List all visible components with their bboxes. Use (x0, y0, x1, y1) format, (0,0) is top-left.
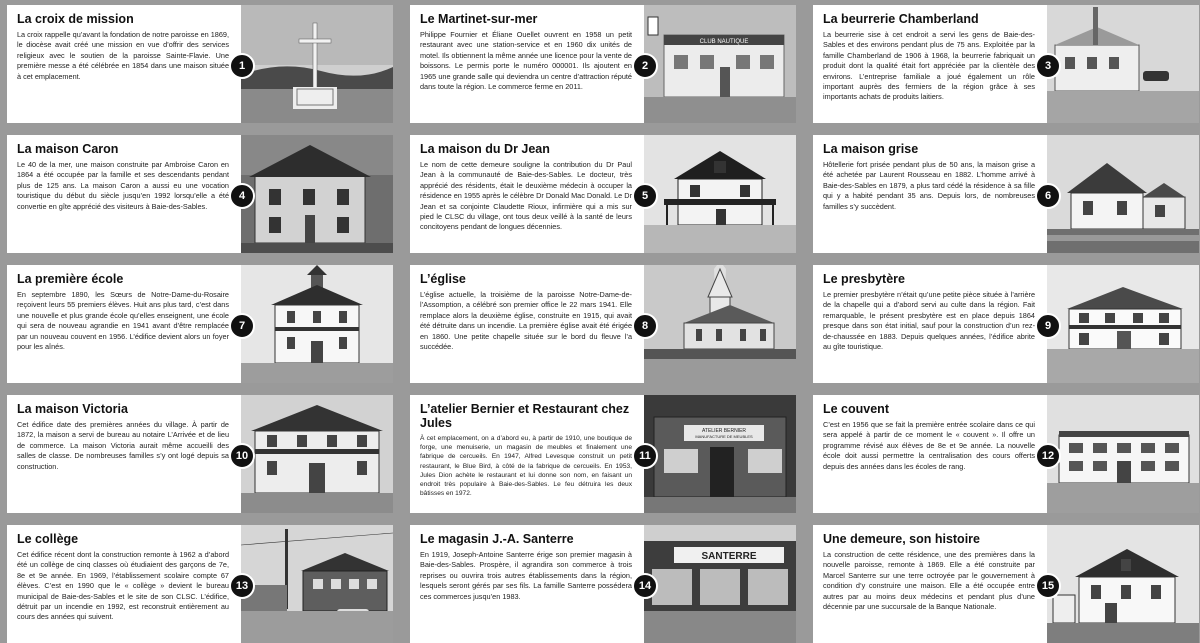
card-title: Le couvent (823, 402, 889, 416)
card-number-badge: 6 (1035, 183, 1061, 209)
magasin-santerre-photo (644, 525, 796, 643)
card-text: Cet édifice récent dont la construction remonte à 1962 a d’abord été un collège de cinq classes où étudiaient des garçons de 7e, 8e et 9e année. En 1969, l’établissement scolaire compte 67 élèves. C’est en 1990 que le « collège » devient le bureau municipal de Baie-des-Sables et le site de son CLSC. L’édifice, détruit par un incendie en 1992, est reconstruit entièrement au cours des années qui suivent. (17, 550, 229, 622)
card-text: Philippe Fournier et Éliane Ouellet ouvrent en 1958 un petit restaurant avec une station-service et en 1960 dix unités de motel. Ils obtiennent la même année une licence pour la vente de boissons. Le permis porte le numéro 000001. Ils ajoutent en 1965 une grande salle qui deviendra un centre d’attraction réputé dans toute la région. Le commerce ferme en 2011. (420, 30, 632, 92)
card-number-badge: 13 (229, 573, 255, 599)
card-beurrerie-chamberland (813, 5, 1199, 123)
card-text: En septembre 1890, les Sœurs de Notre-Dame-du-Rosaire reçoivent leurs 55 premiers élèves. Huit ans plus tard, c’est dans une nouvelle et plus grande école qu’elles enseignent, une école qui sera de nouveau agrandie en 1941 avant d’être remplacée par un nouveau couvent en 1956. L’édifice devient alors un foyer pour les aînés. (17, 290, 229, 352)
card-number-badge: 9 (1035, 313, 1061, 339)
card-number-badge: 4 (229, 183, 255, 209)
card-text: Cet édifice date des premières années du village. À partir de 1872, la maison a servi de bureau au notaire L’Arrivée et de lieu de commerce. La maison Victoria aurait même accueilli des salles de classe. De nombreuses familles s’y ont logé depuis sa construction. (17, 420, 229, 471)
card-number-badge: 12 (1035, 443, 1061, 469)
card-text: C’est en 1956 que se fait la première entrée scolaire dans ce qui sera appelé à partir de ce moment le « couvent ». Il offre un programme révisé aux élèves de 8e et 9e année. La nouvelle école doit aussi permettre la centralisation des cours offerts depuis des années dans les écoles de rang. (823, 420, 1035, 471)
card-title: Le magasin J.-A. Santerre (420, 532, 574, 546)
beurrerie-photo (1047, 5, 1199, 123)
card-title: L’atelier Bernier et Restaurant chez Jules (420, 402, 630, 430)
card-text: La construction de cette résidence, une des premières dans la nouvelle paroisse, remonte à 1869. Elle a été construite par Marcel Santerre sur une terre octroyée par le gouvernement à condition d’y construire une maison. Elle a été occupée entre autres par au moins deux médecins et pendant plus d’une décennie par une succursale de la Banque Nationale. (823, 550, 1035, 612)
mission-cross-photo (241, 5, 393, 123)
card-title: La première école (17, 272, 124, 286)
card-presbytere (813, 265, 1199, 383)
card-title: La croix de mission (17, 12, 134, 26)
card-text: La croix rappelle qu’avant la fondation de notre paroisse en 1869, le diocèse avait créé une mission en vue d’offrir des services religieux avec le soutien de la paroisse Sainte-Flavie. Une première messe a été célébrée en 1854 dans une maison située à cet emplacement. (17, 30, 229, 81)
card-text: En 1919, Joseph-Antoine Santerre érige son premier magasin à Baie-des-Sables. Prospère, il agrandira son commerce à trois reprises ou ouvrira trois autres établissements dans la région, lesquels seront gérés par ses fils. La famille Santerre possédera ces commerces jusqu’en 1983. (420, 550, 632, 601)
atelier-bernier-photo (644, 395, 796, 513)
eglise-photo (644, 265, 796, 383)
card-text: À cet emplacement, on a d’abord eu, à partir de 1910, une boutique de forge, une menuiserie, un magasin de meubles et finalement une fabrique de cercueils. En 1947, Alfred Levesque construit un petit restaurant, le Blue Bird, à côté de la fabrique de cercueils. En 1953, Jules Dion achète le restaurant et lui donne son nom, en faisant un endroit très populaire à Baie-des-Sables. Le feu détruira les deux bâtisses en 1972. (420, 435, 632, 498)
card-number-badge: 1 (229, 53, 255, 79)
martinet-restaurant-photo (644, 5, 796, 123)
card-title: La beurrerie Chamberland (823, 12, 979, 26)
card-number-badge: 15 (1035, 573, 1061, 599)
card-title: Le presbytère (823, 272, 905, 286)
card-number-badge: 10 (229, 443, 255, 469)
card-title: Le Martinet-sur-mer (420, 12, 538, 26)
card-college (7, 525, 393, 643)
maison-grise-photo (1047, 135, 1199, 253)
card-text: La beurrerie sise à cet endroit a servi les gens de Baie-des-Sables et des environs pendant plus de 75 ans. Exploitée par la famille Chamberland de 1906 à 1968, la beurrerie fabriquait un produit dont la qualité était fort appréciée par la clientèle des environs. L’entreprise familiale a joué également un rôle important auprès des fermiers de la région grâce à ses importants achats de produits laitiers. (823, 30, 1035, 102)
card-maison-victoria (7, 395, 393, 513)
martinet-sign-text: CLUB NAUTIQUE (699, 39, 749, 45)
card-number-badge: 8 (632, 313, 658, 339)
maison-dr-jean-photo (644, 135, 796, 253)
card-atelier-bernier (410, 395, 796, 513)
card-text: Hôtellerie fort prisée pendant plus de 50 ans, la maison grise a été achetée par Laurent Rousseau en 1882. L’homme arrivé à Baie-des-Sables en 1879, a plus tard cédé la résidence à sa fille qui y a habité pendant 35 ans. Depuis lors, de nombreuses familles s’y succèdent. (823, 160, 1035, 211)
card-number-badge: 7 (229, 313, 255, 339)
card-title: La maison du Dr Jean (420, 142, 550, 156)
card-title: La maison grise (823, 142, 919, 156)
card-title: Le collège (17, 532, 79, 546)
maison-caron-photo (241, 135, 393, 253)
santerre-sign-text: SANTERRE (701, 551, 757, 562)
card-text: Le nom de cette demeure souligne la contribution du Dr Paul Jean à la communauté de Baie-des-Sables. Le docteur, très apprécié des résidents, était le deuxième médecin à occuper la résidence en 1955 après le célèbre Dr Donald Mac Donald. Le Dr Jean et sa conjointe Claudette Rioux, infirmière qui a mis sur pied le CLSC du village, ont tous deux veillé à la santé de leurs concitoyens pendant de longues décennies. (420, 160, 632, 232)
card-maison-dr-jean (410, 135, 796, 253)
card-couvent (813, 395, 1199, 513)
card-eglise (410, 265, 796, 383)
bernier-sign-line1: ATELIER BERNIER (701, 428, 747, 434)
card-title: La maison Victoria (17, 402, 128, 416)
card-maison-grise (813, 135, 1199, 253)
couvent-photo (1047, 395, 1199, 513)
card-number-badge: 11 (632, 443, 658, 469)
card-number-badge: 2 (632, 53, 658, 79)
une-demeure-photo (1047, 525, 1199, 643)
card-title: La maison Caron (17, 142, 119, 156)
card-magasin-santerre (410, 525, 796, 643)
card-title: Une demeure, son histoire (823, 532, 980, 546)
card-number-badge: 3 (1035, 53, 1061, 79)
card-une-demeure (813, 525, 1199, 643)
card-title: L’église (420, 272, 466, 286)
card-text: Le premier presbytère n’était qu’une petite pièce située à l’arrière de la chapelle qui a d’abord servi au culte dans la région. Fait remarquable, le présent presbytère est en place depuis 1864 presque dans son état initial, sauf pour la construction d’un rez-de-chaussée en 1883. Depuis quelques années, l’édifice abrite au gîte touristique. (823, 290, 1035, 352)
maison-victoria-photo (241, 395, 393, 513)
premiere-ecole-photo (241, 265, 393, 383)
presbytere-photo (1047, 265, 1199, 383)
bernier-sign-line2: MANUFACTURE DE MEUBLES (695, 434, 753, 439)
card-number-badge: 5 (632, 183, 658, 209)
card-text: L’église actuelle, la troisième de la paroisse Notre-Dame-de-l’Assomption, a célébré son premier office le 22 mars 1941. Elle remplace alors la deuxième église, construite en 1915, qui avait été détruite dans un incendie. La première église avait été érigée en 1860. Une petite chapelle située sur le bord du fleuve l’a succédée. (420, 290, 632, 352)
card-text: Le 40 de la mer, une maison construite par Ambroise Caron en 1864 a été occupée par la famille et ses descendants pendant plus de 125 ans. La maison Caron a aussi eu une vocation touristique du début du siècle jusqu’en 1992 lorsqu’elle a été convertie en gîte apprécié des visiteurs à Baie-des-Sables. (17, 160, 229, 211)
card-croix-de-mission (7, 5, 393, 123)
college-photo (241, 525, 393, 643)
card-martinet-sur-mer (410, 5, 796, 123)
card-premiere-ecole (7, 265, 393, 383)
card-maison-caron (7, 135, 393, 253)
card-number-badge: 14 (632, 573, 658, 599)
